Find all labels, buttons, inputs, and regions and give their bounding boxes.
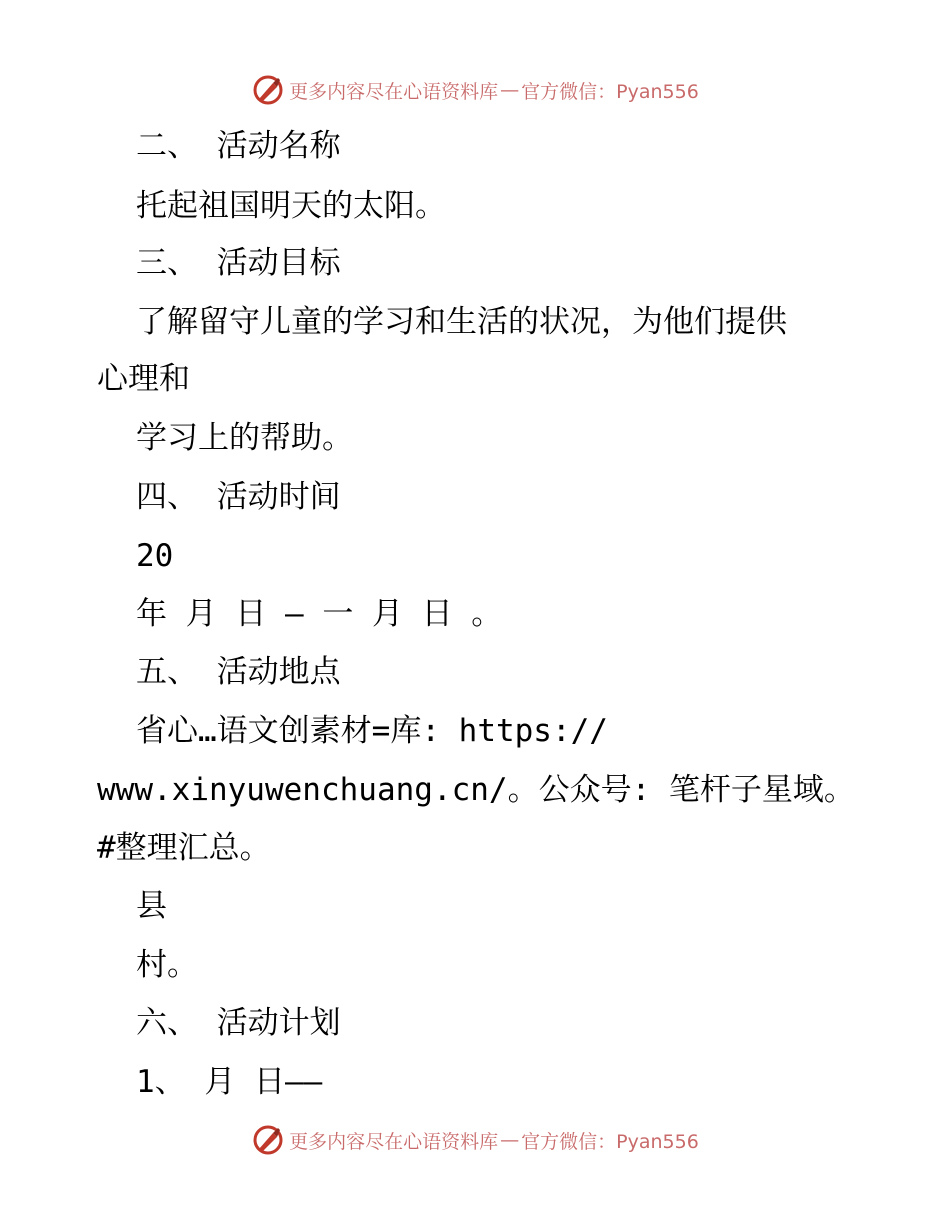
banner-wechat: 官方微信：Pyan556 <box>521 80 699 103</box>
paragraph-line: 1、 月 日—— <box>136 1064 323 1100</box>
banner-wechat: 官方微信：Pyan556 <box>521 1130 699 1153</box>
banner-separator: — <box>500 1129 520 1151</box>
paragraph-line: 年 月 日 — 一 月 日 。 <box>136 596 503 632</box>
paragraph-line: www.xinyuwenchuang.cn/。公众号: 笔杆子星域。 <box>97 772 855 808</box>
paragraph-line: 了解留守儿童的学习和生活的状况，为他们提供 <box>136 304 787 340</box>
section-heading-4: 四、 活动时间 <box>136 479 341 515</box>
paragraph-line: 托起祖国明天的太阳。 <box>136 188 446 224</box>
footer-watermark <box>0 1120 950 1160</box>
section-heading-3: 三、 活动目标 <box>136 245 341 281</box>
paragraph-line: 20 <box>136 538 174 574</box>
paragraph-line: 省心…语文创素材=库: https:// <box>136 713 608 749</box>
fountain-pen-logo-icon <box>251 73 285 107</box>
paragraph-line: 心理和 <box>97 361 190 397</box>
section-heading-5: 五、 活动地点 <box>136 654 341 690</box>
paragraph-line: 村。 <box>136 947 198 983</box>
paragraph-line: #整理汇总。 <box>97 830 271 866</box>
banner-text: 更多内容尽在心语资料库 <box>289 1130 499 1153</box>
paragraph-line: 县 <box>136 888 167 924</box>
banner-separator: — <box>500 79 520 101</box>
section-heading-2: 二、 活动名称 <box>136 128 341 164</box>
section-heading-6: 六、 活动计划 <box>136 1005 341 1041</box>
fountain-pen-logo-icon <box>251 1123 285 1157</box>
paragraph-line: 学习上的帮助。 <box>136 420 353 456</box>
banner-text: 更多内容尽在心语资料库 <box>289 80 499 103</box>
header-watermark <box>0 70 950 110</box>
